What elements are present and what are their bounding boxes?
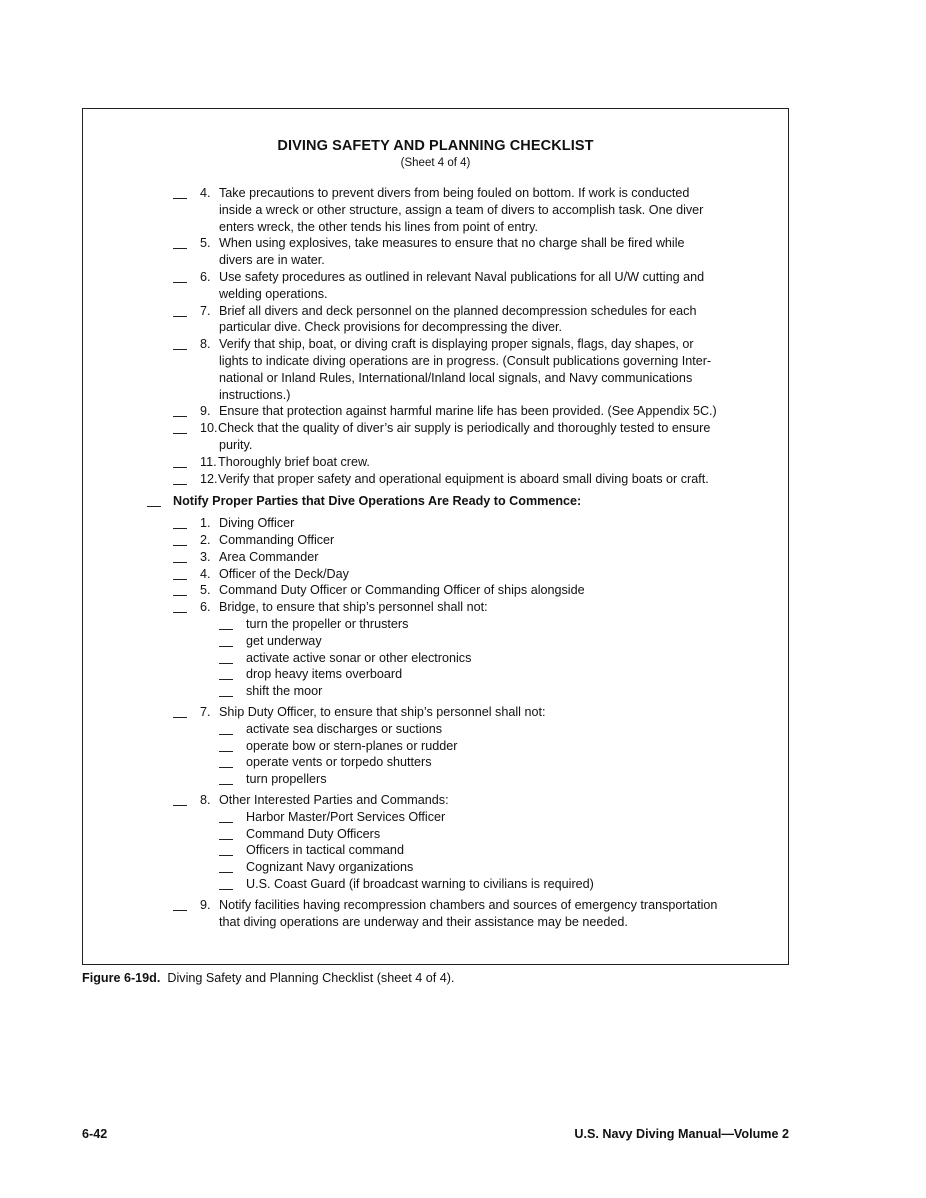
- checkbox-blank[interactable]: [173, 545, 187, 546]
- item-text: inside a wreck or other structure, assign a team of divers to accomplish task. One diver: [219, 202, 704, 217]
- checkbox-blank[interactable]: [173, 528, 187, 529]
- item-text: Ensure that protection against harmful marine life has been provided. (See Appendix 5C.): [219, 404, 717, 419]
- item-text: Ship Duty Officer, to ensure that ship’s personnel shall not:: [219, 705, 546, 719]
- item-number: 5.: [200, 236, 211, 251]
- sub-item-text: Cognizant Navy organizations: [246, 860, 414, 875]
- checkbox-blank[interactable]: [173, 910, 187, 911]
- item-number: 2.: [200, 533, 211, 547]
- item-number: 11.: [200, 454, 217, 469]
- item-number: 3.: [200, 549, 211, 564]
- checkbox-blank[interactable]: [219, 767, 233, 768]
- checklist-title: DIVING SAFETY AND PLANNING CHECKLIST: [277, 138, 594, 154]
- item-number: 12.: [200, 471, 218, 486]
- item-text: Bridge, to ensure that ship’s personnel shall not:: [219, 600, 488, 615]
- sub-item-text: turn the propeller or thrusters: [246, 617, 409, 631]
- sub-item-text: Command Duty Officers: [246, 826, 381, 841]
- checkbox-blank[interactable]: [173, 562, 187, 563]
- sub-item-text: shift the moor: [246, 684, 323, 699]
- checkbox-blank[interactable]: [173, 316, 187, 317]
- checkbox-blank[interactable]: [219, 839, 233, 840]
- item-text: purity.: [219, 438, 253, 452]
- figure-caption: [82, 971, 454, 985]
- item-text: enters wreck, the other tends his lines from point of entry.: [219, 219, 538, 234]
- sub-item-text: Officers in tactical command: [246, 843, 404, 858]
- checkbox-blank[interactable]: [219, 646, 233, 647]
- item-text: Thoroughly brief boat crew.: [218, 454, 370, 469]
- sub-item-text: operate vents or torpedo shutters: [246, 755, 432, 770]
- checkbox-blank[interactable]: [219, 663, 233, 664]
- item-text: particular dive. Check provisions for decompressing the diver.: [219, 320, 562, 335]
- sub-item-text: activate active sonar or other electronics: [246, 650, 472, 665]
- item-number: 7.: [200, 303, 211, 318]
- item-text: Commanding Officer: [219, 533, 335, 547]
- sub-item-text: activate sea discharges or suctions: [246, 721, 443, 736]
- item-number: 7.: [200, 705, 211, 719]
- item-number: 4.: [200, 186, 211, 200]
- item-text: Use safety procedures as outlined in relevant Naval publications for all U/W cutting and: [219, 270, 705, 284]
- sub-item-text: drop heavy items overboard: [246, 667, 403, 682]
- item-text: instructions.): [219, 387, 291, 402]
- item-text: Verify that proper safety and operational equipment is aboard small diving boats or craft.: [218, 471, 709, 486]
- sub-item-text: operate bow or stern-planes or rudder: [246, 738, 458, 753]
- checkbox-blank[interactable]: [147, 506, 161, 507]
- item-text: Check that the quality of diver’s air supply is periodically and thoroughly tested to ensure: [218, 421, 711, 436]
- item-text: Brief all divers and deck personnel on the planned decompression schedules for each: [219, 303, 697, 318]
- figure-label: Figure 6-19d.: [82, 971, 161, 985]
- item-number: 9.: [200, 897, 211, 912]
- checkbox-blank[interactable]: [219, 679, 233, 680]
- manual-title: U.S. Navy Diving Manual—Volume 2: [574, 1127, 789, 1141]
- checkbox-blank[interactable]: [219, 855, 233, 856]
- item-number: 6.: [200, 270, 211, 284]
- item-text: Area Commander: [219, 549, 319, 564]
- page-number: 6-42: [82, 1127, 108, 1141]
- checkbox-blank[interactable]: [219, 889, 233, 890]
- item-number: 6.: [200, 600, 211, 615]
- checkbox-blank[interactable]: [219, 734, 233, 735]
- sub-item-text: Harbor Master/Port Services Officer: [246, 809, 446, 824]
- checkbox-blank[interactable]: [173, 467, 187, 468]
- checkbox-blank[interactable]: [219, 629, 233, 630]
- checkbox-blank[interactable]: [173, 198, 187, 199]
- item-number: 4.: [200, 566, 211, 581]
- checkbox-blank[interactable]: [219, 784, 233, 785]
- checkbox-blank[interactable]: [173, 282, 187, 283]
- item-text: divers are in water.: [219, 253, 325, 268]
- item-text: Take precautions to prevent divers from being fouled on bottom. If work is conducted: [219, 186, 690, 200]
- figure-caption-text: Diving Safety and Planning Checklist (sheet 4 of 4).: [167, 971, 455, 985]
- checklist-frame: [82, 108, 789, 965]
- checkbox-blank[interactable]: [173, 248, 187, 249]
- checkbox-blank[interactable]: [219, 696, 233, 697]
- item-text: national or Inland Rules, International/Inland local signals, and Navy communications: [219, 370, 693, 385]
- checkbox-blank[interactable]: [173, 717, 187, 718]
- checkbox-blank[interactable]: [173, 433, 187, 434]
- item-number: 8.: [200, 793, 211, 807]
- checkbox-blank[interactable]: [219, 822, 233, 823]
- checkbox-blank[interactable]: [173, 595, 187, 596]
- item-text: Verify that ship, boat, or diving craft is displaying proper signals, flags, day shapes, or: [219, 337, 694, 352]
- checkbox-blank[interactable]: [173, 805, 187, 806]
- checkbox-blank[interactable]: [219, 751, 233, 752]
- item-number: 9.: [200, 404, 211, 419]
- item-text: welding operations.: [219, 286, 328, 301]
- sub-item-text: turn propellers: [246, 772, 327, 787]
- item-text: Notify facilities having recompression chambers and sources of emergency transportation: [219, 897, 718, 912]
- item-text: lights to indicate diving operations are in progress. (Consult publications governing Inter-: [219, 354, 712, 368]
- sub-item-text: get underway: [246, 633, 322, 648]
- checkbox-blank[interactable]: [173, 579, 187, 580]
- item-text: Other Interested Parties and Commands:: [219, 793, 449, 807]
- item-number: 8.: [200, 337, 211, 352]
- checkbox-blank[interactable]: [173, 416, 187, 417]
- notify-heading: Notify Proper Parties that Dive Operations Are Ready to Commence:: [173, 494, 582, 509]
- item-text: When using explosives, take measures to ensure that no charge shall be fired while: [219, 236, 685, 251]
- item-text: Command Duty Officer or Commanding Officer of ships alongside: [219, 583, 585, 598]
- item-number: 5.: [200, 583, 211, 598]
- item-text: Diving Officer: [219, 516, 295, 531]
- checkbox-blank[interactable]: [173, 484, 187, 485]
- checkbox-blank[interactable]: [173, 612, 187, 613]
- checkbox-blank[interactable]: [219, 872, 233, 873]
- item-text: that diving operations are underway and their assistance may be needed.: [219, 914, 628, 929]
- checklist-subtitle: (Sheet 4 of 4): [400, 157, 471, 169]
- checkbox-blank[interactable]: [173, 349, 187, 350]
- item-number: 10.: [200, 421, 218, 436]
- sub-item-text: U.S. Coast Guard (if broadcast warning to civilians is required): [246, 877, 594, 891]
- item-text: Officer of the Deck/Day: [219, 566, 349, 581]
- item-number: 1.: [200, 516, 211, 531]
